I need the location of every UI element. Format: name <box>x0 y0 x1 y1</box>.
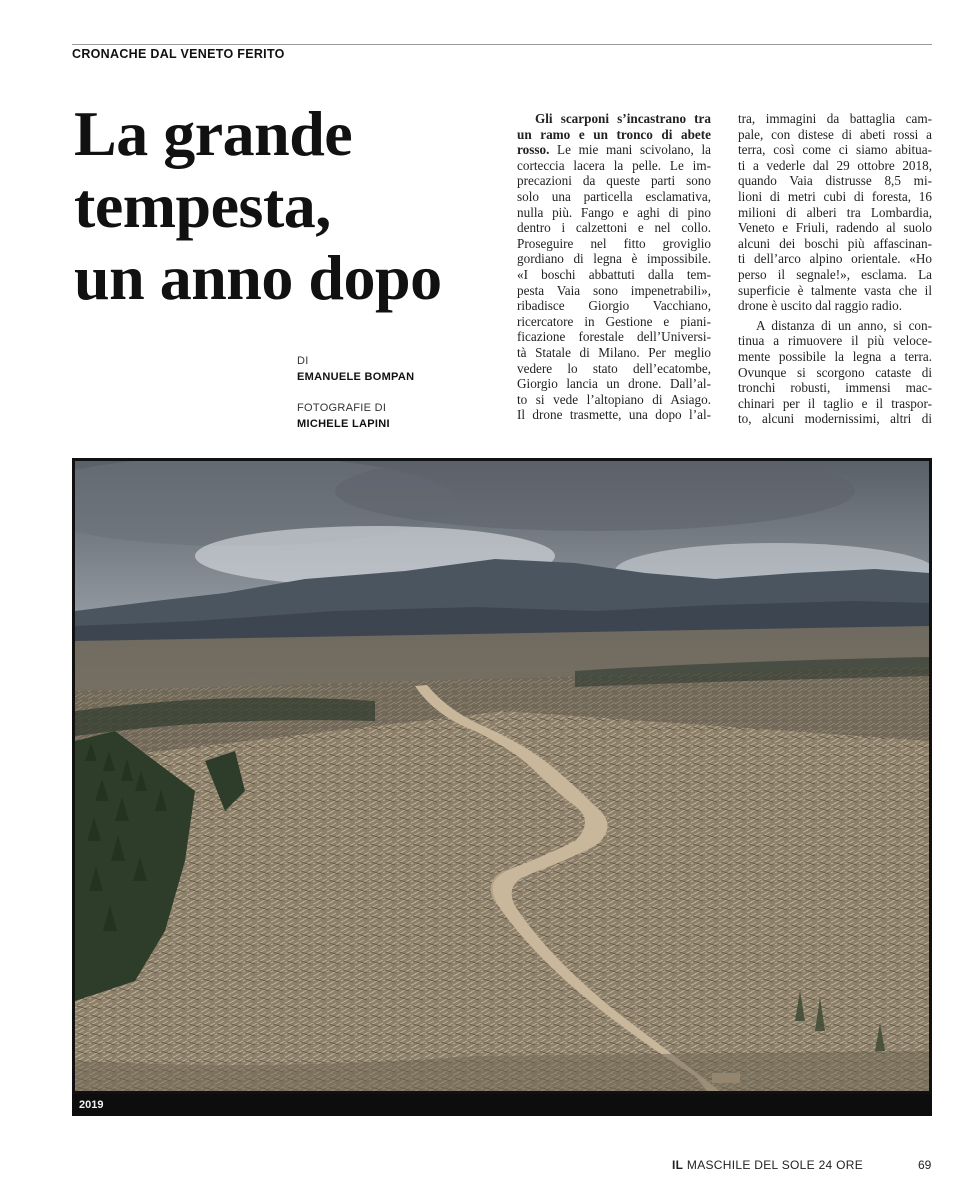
body-line: tinua a rimuovere il più veloce- <box>738 333 932 349</box>
body-line: nulla più. Fango e aghi di pino <box>517 204 711 220</box>
body-line: ribadisce Giorgio Vacchiano, <box>517 298 711 314</box>
author-name: EMANUELE BOMPAN <box>297 371 415 383</box>
body-line <box>517 142 711 158</box>
author-label: DI <box>297 355 309 367</box>
body-line: «I boschi abbattuti dalla tem- <box>517 266 711 282</box>
body-line: tà Statale di Milano. Per meglio <box>517 344 711 360</box>
page-number: 69 <box>918 1158 932 1172</box>
headline-line: tempesta, <box>74 170 331 241</box>
body-line: Ovunque si scorgono cataste di <box>738 364 932 380</box>
body-line: Giorgio lancia un drone. Dall’al- <box>517 376 711 392</box>
body-line: Veneto e Friuli, radendo al suolo <box>738 220 932 236</box>
body-line: alcuni dei boschi più affascinan- <box>738 235 932 251</box>
body-line: un ramo e un tronco di abete <box>517 126 711 142</box>
aerial-photo <box>72 458 932 1116</box>
body-line: drone è uscito dal raggio radio. <box>738 298 903 314</box>
photo-caption: 2019 <box>79 1099 104 1111</box>
body-line: tronchi robusti, immensi mac- <box>738 380 932 396</box>
body-line: milioni di alberi tra Lombardia, <box>738 204 932 220</box>
body-line: quando Vaia distrusse 8,5 mi- <box>738 173 932 189</box>
storm-damaged-forest-image <box>75 461 929 1091</box>
body-line: superficie è talmente vasta che il <box>738 282 932 298</box>
body-text: Le mie mani scivolano, la <box>549 142 711 158</box>
body-line: tra, immagini da battaglia cam- <box>738 111 932 126</box>
body-line: dentro i calzettoni e nel collo. <box>517 220 711 236</box>
section-label: CRONACHE DAL VENETO FERITO <box>72 47 285 61</box>
body-line: gordiano di legna è impossibile. <box>517 251 711 267</box>
headline <box>74 98 514 314</box>
body-line: precazioni da queste parti sono <box>517 173 711 189</box>
article-column-2 <box>738 111 932 427</box>
caption-bar <box>72 1094 932 1116</box>
body-line: Il drone trasmette, una dopo l’al- <box>517 407 711 423</box>
body-line: Proseguire nel fitto groviglio <box>517 235 711 251</box>
lead-in-end: rosso. <box>517 142 550 158</box>
photographer-label: FOTOGRAFIE DI <box>297 402 387 414</box>
body-line: perso il segnale!», esclama. La <box>738 266 932 282</box>
body-line: corteccia lacera la pelle. Le im- <box>517 157 711 173</box>
publication-name <box>672 1158 863 1172</box>
top-rule <box>72 44 932 45</box>
body-line: ricercatore in Gestione e piani- <box>517 313 711 329</box>
body-line: solo una particella esclamativa, <box>517 188 711 204</box>
body-line: Gli scarponi s’incastrano tra <box>535 111 711 126</box>
photographer-name: MICHELE LAPINI <box>297 418 390 430</box>
body-line: vedere lo stato dell’ecatombe, <box>517 360 711 376</box>
body-line: to si vede l’altopiano di Asiago. <box>517 391 711 407</box>
brand-text: MASCHILE DEL SOLE 24 ORE <box>683 1158 864 1172</box>
body-line: to, alcuni modernissimi, altri di <box>738 411 932 427</box>
body-line: ficazione forestale dell’Universi- <box>517 329 711 345</box>
byline <box>297 353 414 432</box>
headline-line: un anno dopo <box>74 242 442 313</box>
body-line: ti a vederle dal 29 ottobre 2018, <box>738 157 932 173</box>
article-column-1 <box>517 111 711 423</box>
body-line: pale, con distese di abeti rossi a <box>738 126 932 142</box>
body-line: lioni di metri cubi di foresta, 16 <box>738 188 932 204</box>
body-line: chinari per il taglio e il traspor- <box>738 395 932 411</box>
body-line: terra, così come ci siamo abitua- <box>738 142 932 158</box>
body-line: pesta Vaia sono impenetrabili», <box>517 282 711 298</box>
brand-bold: IL <box>672 1158 684 1172</box>
headline-line: La grande <box>74 98 353 169</box>
body-line: A distanza di un anno, si con- <box>756 317 932 333</box>
body-line: ti dell’arco alpino orientale. «Ho <box>738 251 932 267</box>
body-line: mente possibile la legna a terra. <box>738 348 932 364</box>
